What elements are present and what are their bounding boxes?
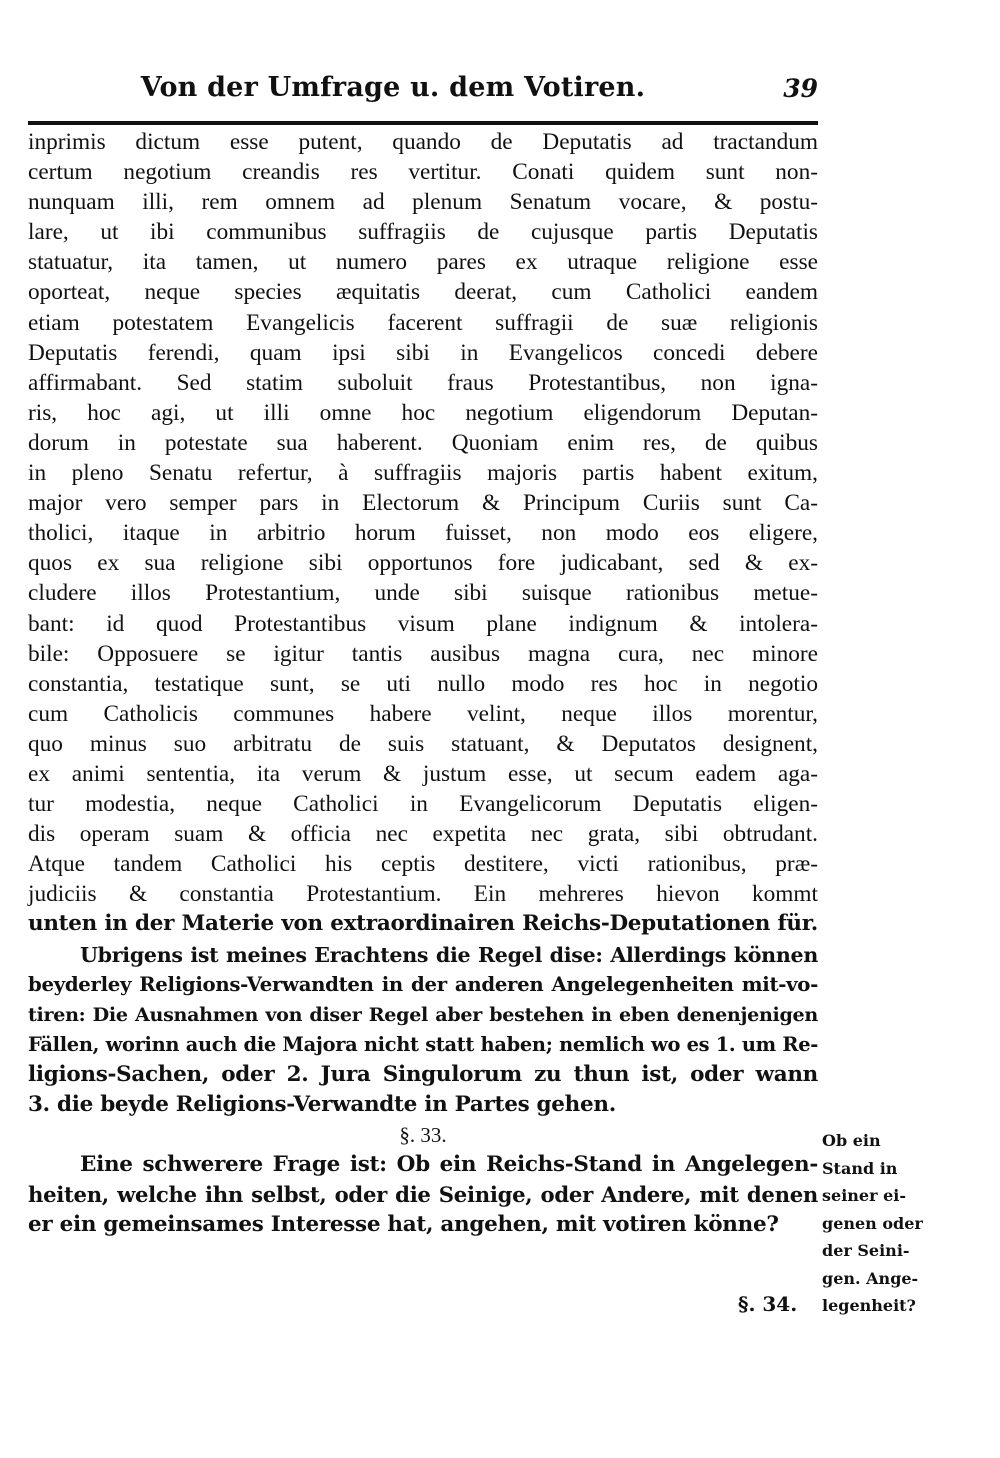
text-line: nunquam illi, rem omnem ad plenum Senatum vocare, & postu- — [28, 189, 818, 216]
text-line: lare, ut ibi communibus suffragiis de cujusque partis Deputatis — [28, 219, 818, 246]
header-rule — [28, 121, 818, 125]
text-line: judiciis & constantia Protestantium. Ein mehreres hievon kommt — [28, 881, 818, 908]
text-line: Ubrigens ist meines Erachtens die Regel dise: Allerdings können — [80, 942, 818, 967]
text-line: Deputatis ferendi, quam ipsi sibi in Evangelicos concedi debere — [28, 339, 818, 366]
margin-note-line: legenheit? — [822, 1296, 916, 1315]
text-line: 3. die beyde Religions-Verwandte in Partes gehen. — [28, 1092, 616, 1117]
margin-note-line: seiner ei- — [822, 1186, 906, 1205]
margin-note-line: Stand in — [822, 1158, 898, 1178]
margin-note-line: Ob ein — [822, 1131, 881, 1150]
text-line: er ein gemeinsames Interesse hat, angehen, mit votiren könne? — [28, 1212, 779, 1238]
running-head — [28, 70, 818, 114]
text-line: beyderley Religions-Verwandten in der anderen Angelegenheiten mit-vo- — [28, 972, 818, 996]
text-line: Fällen, worinn auch die Majora nicht statt haben; nemlich wo es 1. um Re- — [28, 1032, 818, 1056]
text-line: cum Catholicis communes habere velint, neque illos morentur, — [28, 700, 818, 727]
text-line: tholici, itaque in arbitrio horum fuisset, non modo eos eligere, — [28, 520, 818, 547]
text-line: tiren: Die Ausnahmen von diser Regel aber bestehen in eben denenjenigen — [28, 1002, 818, 1026]
text-line: Eine schwerere Frage ist: Ob ein Reichs-Stand in Angelegen- — [80, 1152, 818, 1178]
text-line: certum negotium creandis res vertitur. Conati quidem sunt non- — [28, 159, 818, 186]
text-line: statuatur, ita tamen, ut numero pares ex utraque religione esse — [28, 249, 818, 276]
page-number: 39 — [783, 74, 818, 103]
next-section-catchword: §. 34. — [738, 1292, 798, 1316]
running-title: Von der Umfrage u. dem Votiren. — [140, 72, 646, 103]
text-line: ris, hoc agi, ut illi omne hoc negotium eligendorum Deputan- — [28, 399, 818, 426]
text-line: unten in der Materie von extraordinairen Reichs-Deputationen für. — [28, 911, 818, 937]
text-line: bile: Opposuere se igitur tantis ausibus magna cura, nec minore — [28, 640, 818, 667]
text-line: major vero semper pars in Electorum & Principum Curiis sunt Ca- — [28, 490, 818, 517]
text-line: quo minus suo arbitratu de suis statuant, & Deputatos designent, — [28, 730, 818, 757]
text-line: quos ex sua religione sibi opportunos fore judicabant, sed & ex- — [28, 550, 818, 577]
margin-note — [822, 1127, 932, 1320]
text-line: etiam potestatem Evangelicis facerent suffragii de suæ religionis — [28, 309, 818, 336]
text-line: dorum in potestate sua haberent. Quoniam enim res, de quibus — [28, 429, 818, 456]
text-line: cludere illos Protestantium, unde sibi suisque rationibus metue- — [28, 580, 818, 607]
text-line: affirmabant. Sed statim suboluit fraus Protestantibus, non igna- — [28, 369, 818, 396]
text-line: tur modestia, neque Catholici in Evangelicorum Deputatis eligen- — [28, 791, 818, 818]
margin-note-line: der Seini- — [822, 1241, 910, 1260]
text-line: constantia, testatique sunt, se uti nullo modo res hoc in negotio — [28, 670, 818, 697]
text-line: inprimis dictum esse putent, quando de Deputatis ad tractandum — [28, 129, 818, 155]
text-line: in pleno Senatu refertur, à suffragiis majoris partis habent exitum, — [28, 460, 818, 487]
text-line: oporteat, neque species æquitatis deerat, cum Catholici eandem — [28, 279, 818, 306]
margin-note-line: gen. Ange- — [822, 1268, 919, 1288]
margin-note-line: genen oder — [822, 1213, 923, 1233]
text-line: ex animi sententia, ita verum & justum esse, ut secum eadem aga- — [28, 760, 818, 787]
section-heading: §. 33. — [399, 1123, 447, 1148]
body-text — [28, 127, 818, 1240]
text-line: Atque tandem Catholici his ceptis destitere, victi rationibus, præ- — [28, 851, 818, 878]
text-line: dis operam suam & officia nec expetita nec grata, sibi obtrudant. — [28, 821, 818, 848]
text-line: heiten, welche ihn selbst, oder die Seinige, oder Andere, mit denen — [28, 1182, 818, 1208]
text-line: ligions-Sachen, oder 2. Jura Singulorum zu thun ist, oder wann — [28, 1061, 818, 1087]
text-line: bant: id quod Protestantibus visum plane indignum & intolera- — [28, 610, 818, 637]
